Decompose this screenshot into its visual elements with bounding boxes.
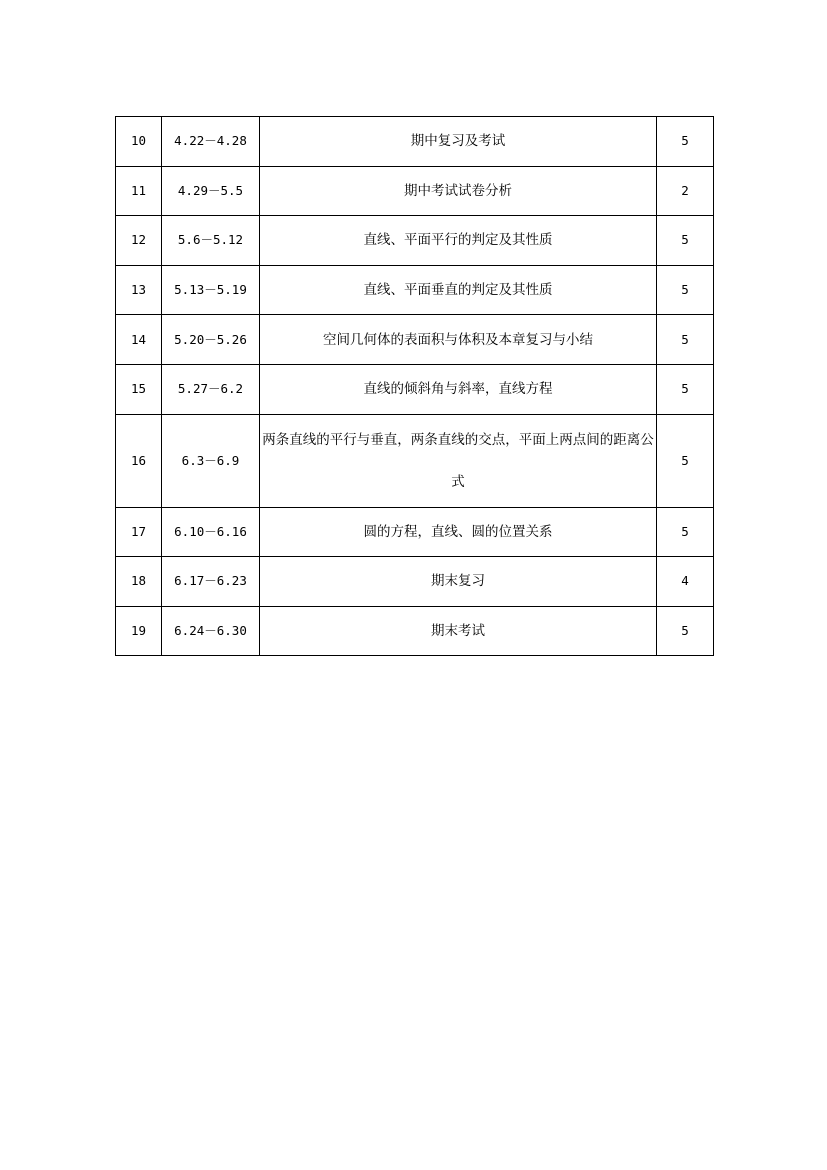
table-row <box>116 507 714 557</box>
content-cell: 圆的方程，直线、圆的位置关系 <box>260 507 657 557</box>
hours-cell: 5 <box>657 265 714 315</box>
content-cell: 期末考试 <box>260 606 657 656</box>
week-cell: 17 <box>116 507 162 557</box>
table-row <box>116 315 714 365</box>
content-cell: 空间几何体的表面积与体积及本章复习与小结 <box>260 315 657 365</box>
date-range-cell: 5.6－5.12 <box>162 216 260 266</box>
week-cell: 16 <box>116 414 162 507</box>
date-range-cell: 5.20－5.26 <box>162 315 260 365</box>
week-cell: 14 <box>116 315 162 365</box>
content-cell: 两条直线的平行与垂直，两条直线的交点，平面上两点间的距离公式 <box>260 414 657 507</box>
table-row <box>116 216 714 266</box>
date-range-cell: 5.27－6.2 <box>162 364 260 414</box>
table-row <box>116 265 714 315</box>
table-row <box>116 166 714 216</box>
date-range-cell: 4.22－4.28 <box>162 117 260 167</box>
content-cell: 直线的倾斜角与斜率，直线方程 <box>260 364 657 414</box>
hours-cell: 4 <box>657 557 714 607</box>
week-cell: 10 <box>116 117 162 167</box>
table-row <box>116 364 714 414</box>
week-cell: 19 <box>116 606 162 656</box>
content-cell: 期中复习及考试 <box>260 117 657 167</box>
hours-cell: 2 <box>657 166 714 216</box>
hours-cell: 5 <box>657 117 714 167</box>
week-cell: 12 <box>116 216 162 266</box>
hours-cell: 5 <box>657 216 714 266</box>
table-row <box>116 606 714 656</box>
table-row <box>116 117 714 167</box>
week-cell: 15 <box>116 364 162 414</box>
date-range-cell: 6.17－6.23 <box>162 557 260 607</box>
date-range-cell: 4.29－5.5 <box>162 166 260 216</box>
date-range-cell: 6.10－6.16 <box>162 507 260 557</box>
content-cell: 期末复习 <box>260 557 657 607</box>
week-cell: 18 <box>116 557 162 607</box>
content-cell: 直线、平面平行的判定及其性质 <box>260 216 657 266</box>
hours-cell: 5 <box>657 315 714 365</box>
hours-cell: 5 <box>657 364 714 414</box>
table-row <box>116 557 714 607</box>
content-cell: 期中考试试卷分析 <box>260 166 657 216</box>
content-cell: 直线、平面垂直的判定及其性质 <box>260 265 657 315</box>
date-range-cell: 6.24－6.30 <box>162 606 260 656</box>
schedule-table <box>115 116 714 656</box>
hours-cell: 5 <box>657 606 714 656</box>
hours-cell: 5 <box>657 414 714 507</box>
hours-cell: 5 <box>657 507 714 557</box>
table-row <box>116 414 714 507</box>
week-cell: 11 <box>116 166 162 216</box>
date-range-cell: 5.13－5.19 <box>162 265 260 315</box>
week-cell: 13 <box>116 265 162 315</box>
date-range-cell: 6.3－6.9 <box>162 414 260 507</box>
